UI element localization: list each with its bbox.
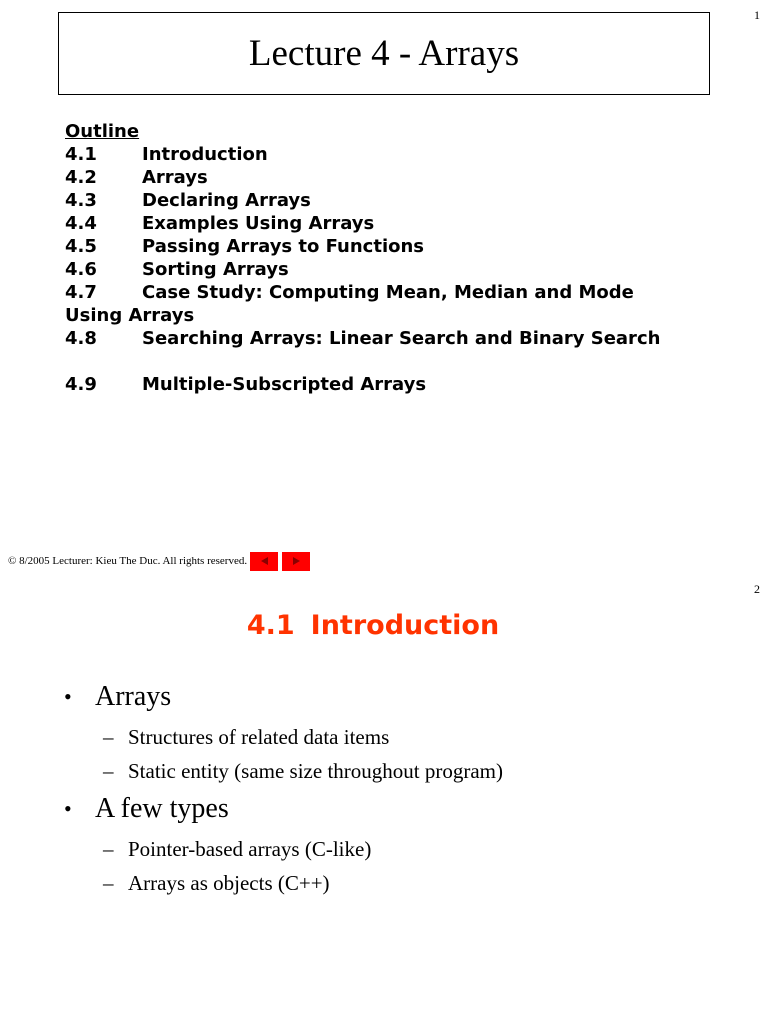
bullet: • A few types (64, 793, 229, 824)
sub-bullet: – Structures of related data items (103, 725, 390, 749)
bullet-dot-icon: • (64, 796, 72, 821)
outline-item: 4.9 Multiple-Subscripted Arrays (65, 374, 427, 395)
outline-item: 4.8 Searching Arrays: Linear Search and Binary Search (65, 328, 661, 349)
prev-slide-button[interactable] (250, 552, 278, 571)
outline-item: 4.4 Examples Using Arrays (65, 213, 375, 234)
outline-item: 4.6 Sorting Arrays (65, 259, 289, 280)
section-number: 4.1 (246, 610, 295, 641)
outline-item: 4.3 Declaring Arrays (65, 190, 311, 211)
page-number: 1 (754, 8, 760, 22)
outline-item: 4.1 Introduction (65, 144, 268, 165)
footer (8, 551, 310, 571)
title-box (58, 12, 710, 95)
sub-bullet: – Pointer-based arrays (C-like) (103, 837, 372, 861)
sub-bullet: – Arrays as objects (C++) (103, 871, 330, 895)
triangle-left-icon (261, 557, 268, 565)
outline-item: 4.5 Passing Arrays to Functions (65, 236, 425, 257)
outline (65, 120, 745, 396)
bullet: • Arrays (64, 681, 172, 712)
copyright: © 8/2005 Lecturer: Kieu The Duc. All rights reserved. (8, 555, 248, 567)
outline-item: 4.7 Case Study: Computing Mean, Median and Mode (65, 282, 634, 303)
bullet-list (0, 680, 768, 900)
outline-heading: Outline (65, 121, 140, 142)
bullet-dot-icon: • (64, 684, 72, 709)
next-slide-button[interactable] (282, 552, 310, 571)
section-title: Introduction (310, 610, 500, 641)
sub-bullet: – Static entity (same size throughout program) (103, 759, 503, 783)
outline-item-wrap: Using Arrays (65, 305, 195, 326)
page-number: 2 (754, 582, 760, 596)
triangle-right-icon (293, 557, 300, 565)
slide-2 (0, 580, 768, 1024)
slide-title: Lecture 4 - Arrays (248, 33, 520, 74)
outline-item: 4.2 Arrays (65, 167, 208, 188)
slide-title (0, 610, 746, 641)
